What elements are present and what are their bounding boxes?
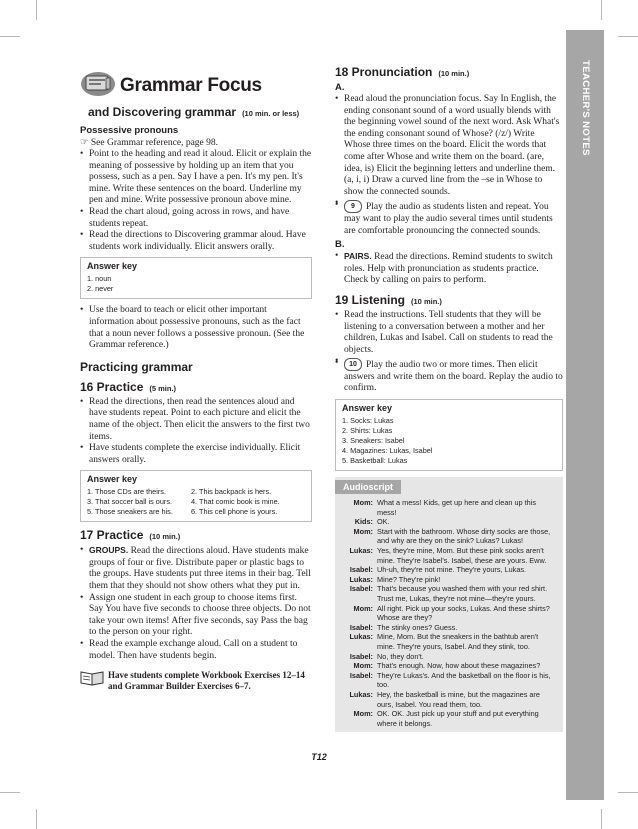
audioscript-line: [335, 652, 563, 662]
speaker-label: Isabel:: [349, 565, 373, 575]
audioscript-heading: Audioscript: [335, 480, 401, 494]
speaker-text: Mine? They're pink!: [377, 574, 441, 584]
audioscript-line: [335, 709, 563, 728]
bullet-item: • Use the board to teach or elicit other important information about possessive pronouns, such as the fact that a noun never follows a possessive pronoun. (See the Grammar reference.): [80, 305, 312, 351]
bullet-item: • GROUPS. Read the directions aloud. Have students make groups of four or five. Distribute paper or plastic bags to the groups. Have students put three items in their bag. Tell them that they should not show others what they put in.: [80, 545, 312, 592]
answer-item: 5. Basketball: Lukas: [342, 456, 408, 466]
speaker-label: Isabel:: [349, 670, 373, 680]
audioscript-line: [335, 546, 563, 565]
bullet-item: • 10 Play the audio two or more times. Then elicit answers and write them on the board. Replay the audio to confirm.: [335, 358, 563, 395]
bullet-list: [80, 305, 312, 351]
bullet-item: • PAIRS. Read the directions. Remind students to switch roles. Help with pronunciation as students practice. Check by calling on pairs to perform.: [335, 251, 563, 287]
crop-mark: [618, 792, 638, 793]
bullet-list: [335, 310, 563, 395]
page-number: T12: [311, 752, 327, 762]
sidebar-label: TEACHER'S NOTES: [580, 60, 591, 156]
speaker-label: Lukas:: [349, 632, 373, 642]
grammar-reference: ☞ See Grammar reference, page 98.: [80, 138, 219, 148]
speaker-text: OK.: [377, 517, 390, 527]
speaker-label: Lukas:: [349, 546, 373, 556]
speaker-label: Mom:: [353, 661, 373, 671]
practicing-grammar-heading: Practicing grammar: [80, 359, 193, 374]
audioscript-line: [335, 661, 563, 671]
speaker-label: Mom:: [353, 498, 373, 508]
audioscript-line: [335, 623, 563, 633]
bullet-list: [80, 149, 312, 253]
answer-key-heading: Answer key: [342, 403, 393, 414]
speaker-label: Lukas:: [349, 574, 373, 584]
answer-item: 5. Those sneakers are his.: [87, 507, 173, 517]
answer-grid: [87, 487, 305, 517]
crop-mark: [601, 0, 602, 20]
speaker-label: Mom:: [353, 526, 373, 536]
workbook-note: [80, 670, 312, 692]
bullet-item: • Read the example exchange aloud. Call on a student to model. Then have students begin.: [80, 639, 312, 662]
audioscript-box: [335, 477, 563, 732]
possessive-heading: Possessive pronouns: [80, 125, 179, 136]
audioscript-line: [335, 517, 563, 527]
answer-item: 6. This cell phone is yours.: [191, 507, 278, 517]
crop-mark: [0, 36, 20, 37]
bullet-list: [335, 94, 563, 237]
pronunciation-heading: 18 Pronunciation (10 min.): [335, 65, 470, 79]
speaker-text: They're Lukas's. And the basketball on the floor is his, too.: [377, 670, 551, 690]
speaker-label: Isabel:: [349, 584, 373, 594]
crop-mark: [601, 809, 602, 829]
audioscript-line: [335, 498, 563, 517]
answer-item: 2. Shirts: Lukas: [342, 426, 393, 436]
right-column: [335, 65, 563, 732]
crop-mark: [36, 0, 37, 20]
bullet-item: • Have students complete the exercise individually. Elicit answers orally.: [80, 443, 312, 466]
bullet-item: • Read aloud the pronunciation focus. Say In English, the ending consonant sound of a word usually blends with the beginning vowel sound of the next word. Ask What's the ending consonant sound of Whose? (/z/) Write Whose three times on the board. Elicit the words that come after Whose and write them on the board. (are, idea, is) Elicit the beginning letters and underline them. (a, i, i) Draw a curved line from the –se in Whose to show the connected sounds.: [335, 94, 563, 198]
speaker-text: Yes, they're mine, Mom. But these pink socks aren't mine. They're Isabel's. Isabel, these are yours. Eww.: [377, 546, 547, 565]
speaker-text: That's because you washed them with your red shirt. Trust me, Lukas, they're not mine—they're yours.: [377, 584, 548, 603]
answer-item: 4. Magazines: Lukas, Isabel: [342, 446, 433, 456]
answer-key-box: [335, 399, 563, 471]
crop-mark: [0, 792, 20, 793]
speaker-text: Start with the bathroom. Whose dirty socks are those, and why are they on the sink? Lukas? Lukas!: [377, 526, 551, 546]
bullet-list: [80, 545, 312, 662]
listening-heading: 19 Listening (10 min.): [335, 292, 442, 307]
speaker-text: All right. Pick up your socks, Lukas. And these shirts? Whose are they?: [377, 603, 550, 623]
audioscript-line: [335, 527, 563, 546]
answer-item: 1. noun: [87, 274, 112, 284]
audioscript-line: [335, 632, 563, 651]
speaker-text: Uh-uh, they're not mine. They're yours, Lukas.: [377, 565, 527, 575]
answer-item: 4. That comic book is mine.: [191, 497, 280, 507]
grammar-focus-header: [80, 65, 312, 97]
speaker-label: Isabel:: [349, 651, 373, 661]
audio-track-icon: 10: [344, 358, 362, 371]
audioscript-line: [335, 575, 563, 585]
bullet-item: • Read the directions to Discovering grammar aloud. Have students work individually. Elicit answers orally.: [80, 230, 312, 253]
answer-item: 3. Sneakers: Isabel: [342, 436, 405, 446]
speaker-text: The stinky ones? Guess.: [377, 622, 458, 632]
answer-key-heading: Answer key: [87, 474, 138, 485]
answer-item: 2. never: [87, 284, 114, 294]
speaker-label: Mom:: [353, 709, 373, 719]
part-b-label: B.: [335, 239, 345, 251]
workbook-text: Have students complete Workbook Exercises 12–14 and Grammar Builder Exercises 6–7.: [108, 670, 305, 692]
audioscript-line: [335, 565, 563, 575]
practice-16-heading: 16 Practice (5 min.): [80, 379, 177, 394]
speaker-text: What a mess! Kids, get up here and clean up this mess!: [377, 498, 536, 517]
bullet-item: • Assign one student in each group to choose items first. Say You have five seconds to choose three objects. Do not take your own items! After five seconds, say Pass the bag to the person on your right.: [80, 593, 312, 639]
audioscript-line: [335, 690, 563, 709]
speaker-text: Hey, the basketball is mine, but the magazines are ours, Isabel. You read them, too.: [377, 689, 540, 709]
grammar-book-icon: [80, 69, 116, 97]
bullet-item: • Read the directions, then read the sentences aloud and have students repeat. Point to each picture and elicit the name of the object. Then elicit the answers to the first two items.: [80, 397, 312, 443]
bullet-item: • 9 Play the audio as students listen and repeat. You may want to play the audio several times until students are comfortable pronouncing the connected sounds.: [335, 200, 563, 237]
speaker-text: That's enough. Now, how about these magazines?: [377, 661, 541, 671]
bullet-list: [80, 397, 312, 467]
speaker-text: No, they don't.: [377, 651, 424, 661]
answer-key-heading: Answer key: [87, 261, 138, 272]
audio-track-icon: 9: [344, 200, 362, 213]
bullet-list: [335, 251, 563, 287]
part-a-label: A.: [335, 82, 345, 93]
answer-item: 1. Socks: Lukas: [342, 416, 394, 426]
speaker-label: Lukas:: [349, 689, 373, 699]
audioscript-line: [335, 604, 563, 623]
answer-item: 3. That soccer ball is ours.: [87, 497, 173, 507]
answer-key-box: [80, 470, 312, 522]
workbook-icon: [80, 670, 106, 686]
answer-key-box: [80, 257, 312, 299]
crop-mark: [36, 809, 37, 829]
audioscript-lines: [335, 495, 563, 728]
answer-item: 1. Those CDs are theirs.: [87, 487, 166, 497]
page-title: Grammar Focus: [120, 75, 262, 96]
audioscript-line: [335, 671, 563, 690]
subtitle: and Discovering grammar (10 min. or less): [88, 105, 300, 119]
speaker-label: Kids:: [354, 517, 373, 527]
bullet-item: • Point to the heading and read it aloud. Elicit or explain the meaning of possessive by holding up an item that you possess, such as a pen. Say I have a pen. It's my pen. It's mine. Write these sentences on the board. Underline my pen and mine. Write possessive pronoun above mine.: [80, 149, 312, 207]
left-column: [80, 65, 312, 692]
bullet-item: • Read the instructions. Tell students that they will be listening to a conversation between a mother and her children, Lukas and Isabel. Call on students to read the objects.: [335, 310, 563, 356]
bullet-item: • Read the chart aloud, going across in rows, and have students repeat.: [80, 207, 312, 230]
speaker-label: Isabel:: [349, 622, 373, 632]
audioscript-line: [335, 584, 563, 603]
speaker-label: Mom:: [353, 603, 373, 613]
speaker-text: Mine, Mom. But the sneakers in the bathtub aren't mine. They're yours, Isabel. And they stink, too.: [377, 632, 539, 651]
speaker-text: OK. OK. Just pick up your stuff and put everything where it belongs.: [377, 709, 539, 728]
crop-mark: [618, 36, 638, 37]
answer-item: 2. This backpack is hers.: [191, 487, 272, 497]
practice-17-heading: 17 Practice (10 min.): [80, 528, 181, 543]
